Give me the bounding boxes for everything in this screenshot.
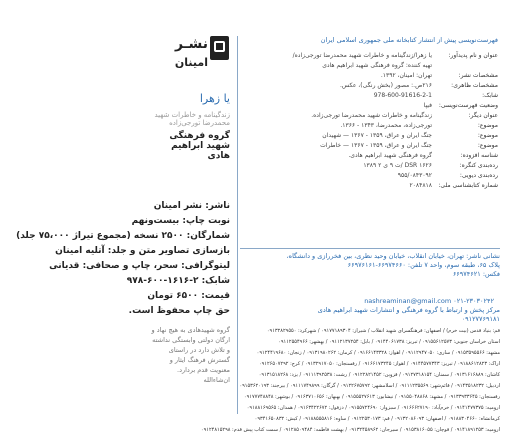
cataloging-row: [240, 92, 498, 101]
cataloging-value: جنگ ایران و عراق، ۱۳۵۹ - ۱۳۶۷ — شهیدان: [322, 132, 432, 139]
branch-line: اراک: ۰۹۱۸۸۶۱۲۸۲۳ / تبریز: ۰۹۱۴۴۵۷۷۳۴۳ / اهواز: ۰۹۱۶۶۱۷۳۲۴۵ / رفسنجان: ۰۹۱۳۲۹۱۷۰۵۰ / کرج: ۰۹۱۲۶۵۰۷۲۹۲: [258, 361, 500, 367]
group-note: گروه شهیدهادی به هیچ نهاد و ارگان دولتی وابستگی نداشته و تلاش دارد در راستای گسترش فرهنگ ایثار و معنویت قدم بردارد. ان‌شاءالله: [151, 326, 230, 384]
cataloging-value: تهران: امینان، ۱۳۹۲.: [380, 72, 432, 79]
branch-line: ارومیه: ۰۹۱۴۱۸۹۱۲۵۳ / قوچان: ۰۹۱۵۳۸۱۶۰۵۵ / سیرجان: ۰۹۱۳۲۴۵۸۹۶۲ / بهشت فاطمه: ۰۹۱۲۸۵۰۹۴۸۴ / سمت کتاب پیش قدم: ۰۹۱۲۴۸۱۵۲۹۸: [200, 427, 500, 433]
cataloging-label: مشخصات ظاهری:: [451, 82, 498, 89]
cataloging-row: [240, 112, 498, 121]
cataloging-header: فهرست‌نویسی پیش از انتشار کتابخانه ملی جمهوری اسلامی ایران: [320, 36, 498, 44]
cataloging-row: [240, 142, 498, 151]
cataloging-row: [240, 62, 498, 71]
branch-line: استان خراسان جنوبی: ۰۹۱۵۵۶۱۲۵۷۳ / تبریز: ۰۹۱۴۴۰۶۱۷۳۸ / بابل: ۰۹۱۱۲۱۳۷۲۵۴ / بهشهر: ۰۹۱۱۲۵۵۴۹۶۶: [278, 339, 500, 345]
logo-mark: [210, 36, 229, 60]
cataloging-row: [240, 152, 498, 161]
cataloging-value: یا زهرا/زندگینامه و خاطرات شهید محمدرضا تورجی‌زاده/: [292, 52, 432, 59]
cataloging-value: جنگ ایران و عراق، ۱۳۵۹ - ۱۳۶۷ — خاطرات: [320, 142, 432, 149]
cataloging-value: ۲۰۸۴۸۱۸: [409, 182, 432, 189]
column-divider: [237, 36, 238, 414]
contact-block: [240, 297, 500, 324]
logo-text-line2: امینان: [174, 56, 208, 69]
cataloging-label: رده‌بندی کنگره:: [459, 162, 498, 169]
circulation-line: شمارگان: ۲۵۰۰ نسخه (مجموع تیراژ ۷۵،۰۰۰ جلد): [16, 231, 230, 241]
branch-line: ارومیه: ۰۹۱۴۱۴۷۷۳۷۵ / خرم‌آباد: ۰۹۱۶۶۶۲۷۱۹۰ / سبزوار: ۰۹۱۵۵۷۲۴۶۹۰ / دزفول: ۰۹۱۶۳۴۲۲۶۷۲ / همدان: ۰۹۱۸۸۱۶۹۵۶۵: [246, 405, 500, 411]
address-line2: پلاک ۶۵، طبقه سوم، واحد ۷ تلفن: ۶۶۹۷۴۶۶۰-۶۶۹۷۶۱۶۱: [347, 261, 500, 269]
cataloging-row: [240, 132, 498, 141]
branch-line: رفسنجان: ۰۹۱۳۳۹۳۳۶۴۵ / مشهد: ۰۹۱۵۵۰۴۸۸۶۸ / نیشابور: ۰۹۱۵۵۵۲۷۶۱۳ / بهبهان: ۰۹۱۶۳۷۱۰۶۵۶ / بوشهر: ۰۹۱۷۷۷۴۸۸۴۸: [243, 394, 500, 400]
distribution-center: مرکز پخش و ارتباط با گروه فرهنگی و انتشارات شهید ابراهیم هادی: [317, 306, 500, 314]
publisher-address: [240, 252, 500, 279]
publisher-logo: [151, 36, 229, 76]
book-title: یا زهرا: [199, 92, 230, 105]
email-row: [240, 297, 500, 306]
cataloging-row: [240, 102, 498, 111]
mobile-number: ۰۹۱۲۷۷۶۹۱۸۱: [461, 315, 500, 323]
printing-line: لیتوگرافی: سحر، چاپ و صحافی: قدیانی: [49, 261, 230, 271]
cataloging-row: [240, 52, 498, 61]
cataloging-label: شماره کتابشناسی ملی:: [438, 182, 498, 189]
design-line: بازسازی تصاویر متن و جلد: آتلیه امینان: [55, 246, 230, 256]
branch-line: مشهد: ۰۹۱۵۳۵۹۵۵۶۶ / ساری: ۰۹۱۱۲۹۴۷۰۵۰ / اهواز: ۰۹۱۶۶۱۴۳۳۲۸ / کرمان: ۰۹۱۳۱۹۸۰۲۶۲ / زنجان: ۰۹۱۲۴۴۱۹۶۸۰: [256, 350, 500, 356]
cataloging-value: DSR ۱۶۲۶ /ت ۹ ی ۲ ۱۳۸۹: [363, 162, 432, 169]
branch-line: قم: بنیاد قدس (بیت خرم) / اصفهان: فرهنگسرای شهید انقلاب / شیراز: ۰۹۱۷۷۱۸۹۳۰۴ / شهرکرد: ۰۹۱۳۲۸۲۹۵۵۰: [266, 328, 500, 334]
price-line: قیمت: ۶۵۰۰ تومان: [147, 291, 230, 301]
cataloging-label: شابک:: [482, 92, 498, 99]
cataloging-row: [240, 182, 498, 191]
cataloging-row: [240, 162, 498, 171]
cataloging-value: ۲۱۶ص.: مصور (بخش رنگی)، عکس.: [339, 82, 432, 89]
address-line1: نشانی ناشر: تهران، خیابان انقلاب، خیابان وحید نظری، بین فخررازی و دانشگاه،: [286, 252, 500, 260]
cataloging-value: گروه فرهنگی شهید ابراهیم هادی.: [348, 152, 432, 159]
cataloging-label: عنوان دیگر:: [468, 112, 498, 119]
address-fax: فکس: ۶۶۹۷۴۶۲۱: [452, 270, 500, 278]
branch-line: اردبیل: ۰۹۱۴۳۵۱۸۲۳۲ / قائم‌شهر: ۰۹۱۱۱۲۳۵۵۶۹ / اسلامشهر: ۰۹۱۲۲۶۷۵۷۹۲ / گرگان: ۰۹۱۱۱۷۴۹۸۹۹ / بیرجند: ۰۹۱۵۳۶۲۰۱۹۳: [239, 383, 500, 389]
cataloging-label: موضوع:: [477, 122, 498, 129]
cataloging-value: زندگینامه و خاطرات شهید محمدرضا تورجی‌زاده.: [311, 112, 432, 119]
cataloging-label: مشخصات نشر:: [458, 72, 498, 79]
copyright-line: حق چاپ محفوظ است.: [128, 306, 230, 316]
cataloging-row: [240, 72, 498, 81]
cataloging-label: شناسه افزوده:: [460, 152, 498, 159]
cataloging-label: موضوع:: [477, 132, 498, 139]
logo-text-line1: نشـر: [175, 36, 208, 52]
cataloging-row: [240, 172, 498, 181]
isbn-line: شابک: ۲-۱۶۱۶-۶۰۰-۹۷۸: [126, 276, 230, 286]
section-divider: [240, 248, 500, 249]
cataloging-label: موضوع:: [477, 142, 498, 149]
branch-line: کرمانشاه: ۰۹۱۸۸۳۰۴۶۶۰ / اصفهان: ۰۹۱۳۲۰۸۶۰۹۳ / قم: ۰۹۱۲۲۵۳۰۱۷۳ / ساوه: ۰۹۱۸۸۵۵۵۸۱۶ / کیش: ۰۹۳۴۱۶۵۰۸۳۲: [254, 416, 500, 422]
edition-line: نوبت چاپ: بیست‌ونهم: [131, 216, 230, 226]
branches-list: [200, 326, 500, 436]
cataloging-value: فیپا: [423, 102, 432, 109]
cataloging-value: تورجی‌زاده، محمدرضا، ۱۳۴۳ - ۱۳۶۶.: [340, 122, 432, 129]
cataloging-value: ۹۵۵/۰۸۴۳۰۹۲: [397, 172, 432, 179]
cataloging-label: عنوان و نام پدیدآور:: [448, 52, 498, 59]
cataloging-label: وضعیت فهرست‌نویسی:: [438, 102, 498, 109]
book-subtitle: زندگینامه و خاطرات شهید محمدرضا تورجی‌زاده: [154, 111, 230, 127]
publisher-line: ناشر: نشر امینان: [153, 201, 230, 211]
cataloging-label: رده‌بندی دیویی:: [459, 172, 498, 179]
phone-number: ۰۲۱-۲۳۰۳۰۲۴۲: [453, 297, 494, 305]
branch-line: کاشان: ۰۹۱۳۱۶۱۶۸۸۹ / سمنان: ۰۹۱۲۷۳۱۸۱۵۴ / قزوین: ۰۹۱۲۲۸۲۱۴۵۲ / رشت: ۰۹۱۱۱۳۹۲۵۳۸ / یزد: ۰۹۱۳۱۵۱۸۲۶۸: [258, 372, 500, 378]
cataloging-row: [240, 122, 498, 131]
publisher-group: گروه فرهنگی شهید ابراهیم هادی: [169, 131, 230, 161]
email-link[interactable]: nashreaminan@gmail.com: [364, 297, 452, 305]
book-info: [16, 92, 230, 385]
cataloging-value: 978-600-91616-2-1: [373, 92, 432, 99]
cataloging-value: تهیه کننده: گروه فرهنگی شهید ابراهیم هادی: [322, 62, 432, 69]
cataloging-row: [240, 82, 498, 91]
